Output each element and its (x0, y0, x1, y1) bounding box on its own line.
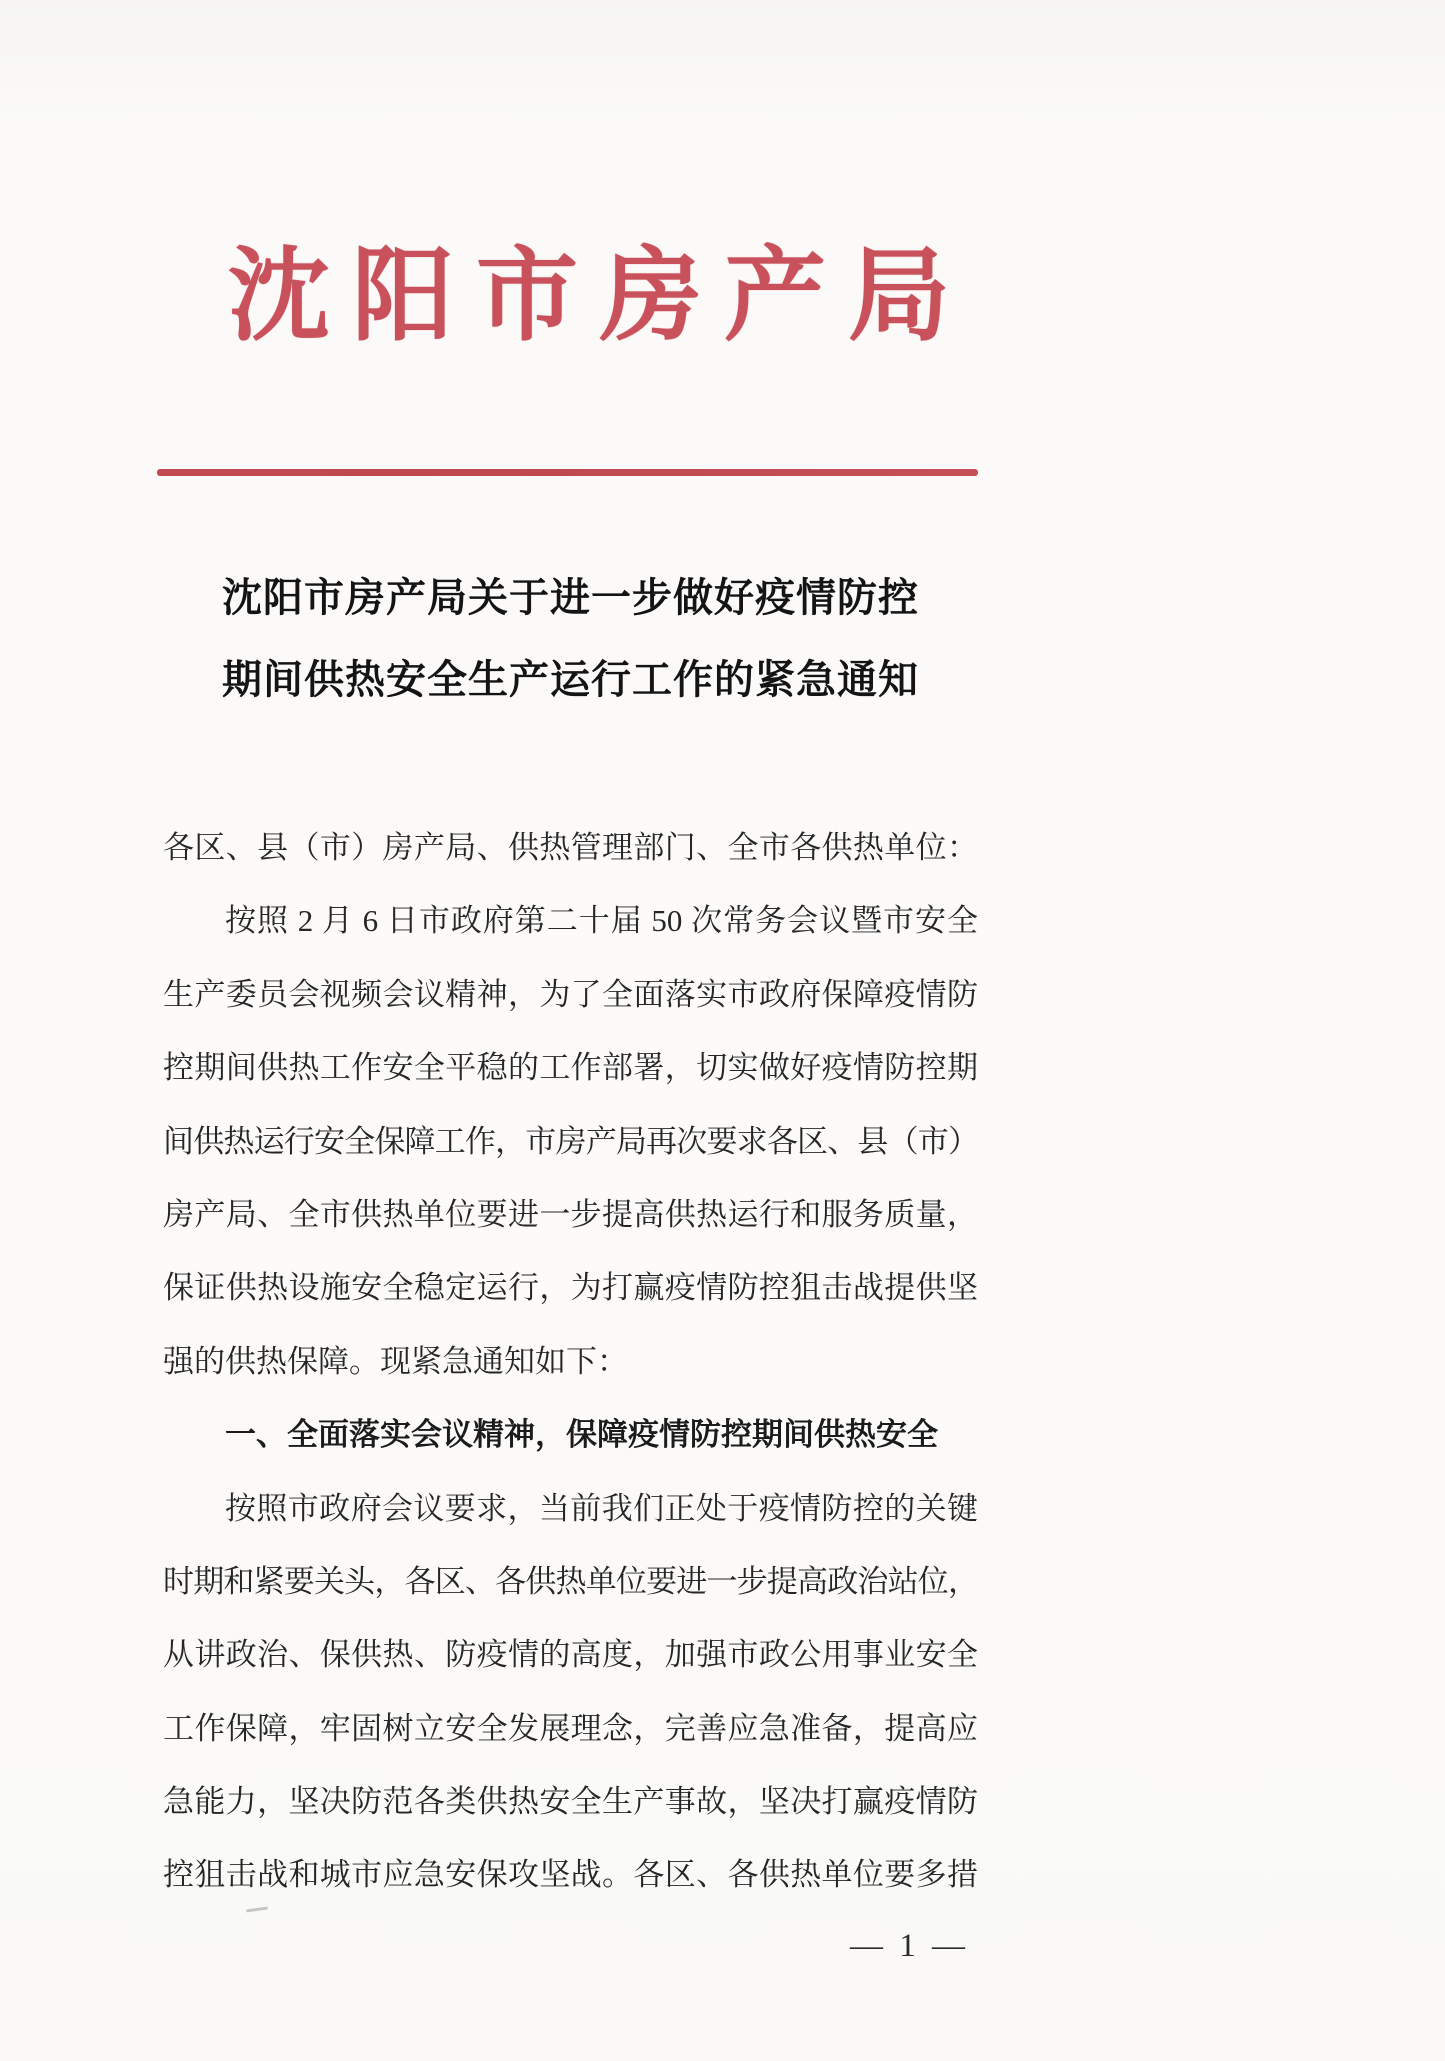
body-line: 时期和紧要关头，各区、各供热单位要进一步提高政治站位， (163, 1563, 978, 1599)
document-title-line2: 期间供热安全生产运行工作的紧急通知 (222, 657, 919, 702)
body-line: 房产局、全市供热单位要进一步提高供热运行和服务质量， (163, 1196, 978, 1232)
body-section-heading: 一、全面落实会议精神，保障疫情防控期间供热安全 (225, 1417, 938, 1453)
body-line: 工作保障，牢固树立安全发展理念，完善应急准备，提高应 (163, 1710, 978, 1746)
body-line: 保证供热设施安全稳定运行，为打赢疫情防控狙击战提供坚 (163, 1270, 978, 1306)
page-number: — 1 — (850, 1928, 969, 1964)
body-line: 生产委员会视频会议精神，为了全面落实市政府保障疫情防 (163, 976, 978, 1012)
body-line: 急能力，坚决防范各类供热安全生产事故，坚决打赢疫情防 (163, 1784, 978, 1820)
body-line: 从讲政治、保供热、防疫情的高度，加强市政公用事业安全 (163, 1637, 978, 1673)
body-line: 按照市政府会议要求，当前我们正处于疫情防控的关键 (225, 1490, 978, 1526)
body-line: 控狙击战和城市应急安保攻坚战。各区、各供热单位要多措 (163, 1857, 978, 1893)
body-line: 强的供热保障。现紧急通知如下： (163, 1343, 628, 1379)
body-line: 按照 2 月 6 日市政府第二十届 50 次常务会议暨市安全 (225, 903, 978, 939)
body-line: 间供热运行安全保障工作，市房产局再次要求各区、县（市） (163, 1123, 978, 1159)
body-line: 控期间供热工作安全平稳的工作部署，切实做好疫情防控期 (163, 1050, 978, 1086)
body-line-salutation: 各区、县（市）房产局、供热管理部门、全市各供热单位： (163, 830, 978, 865)
agency-header-title: 沈阳市房产局 (228, 241, 972, 354)
document-title (163, 557, 978, 721)
red-divider-line (157, 469, 978, 476)
document-body (163, 811, 978, 1912)
document-title-line1: 沈阳市房产局关于进一步做好疫情防控 (222, 575, 919, 620)
